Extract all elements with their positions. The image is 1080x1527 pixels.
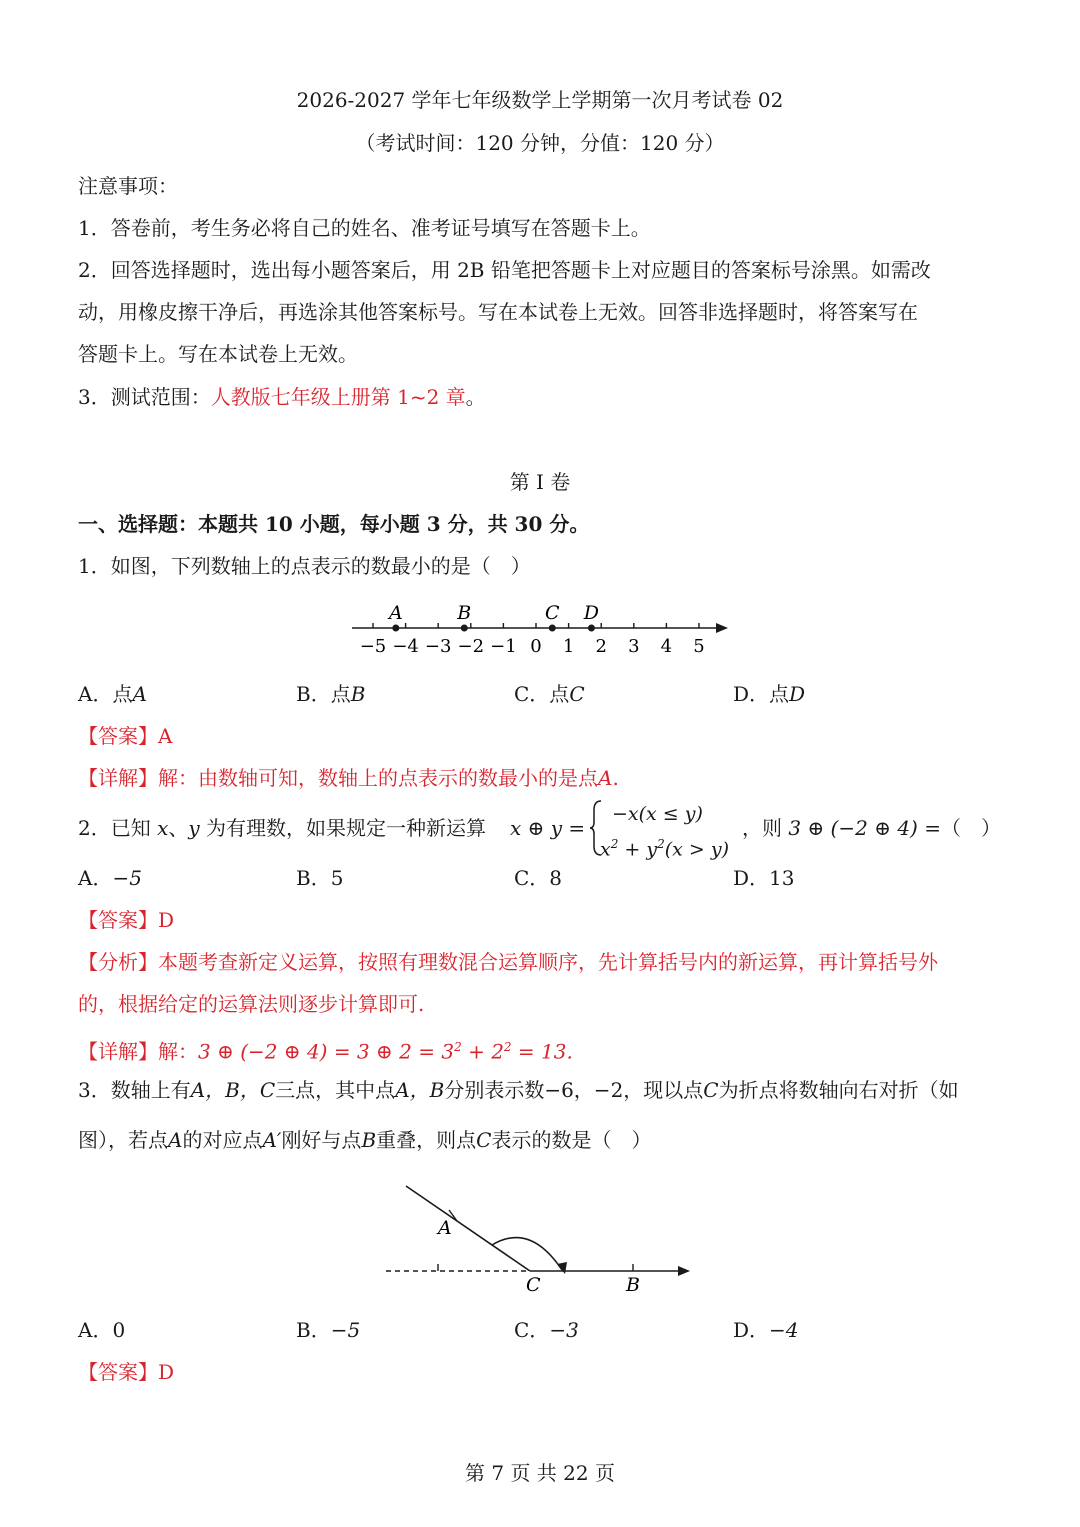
number-line-point-d	[588, 625, 595, 632]
q2-option-a-value: −5	[112, 866, 142, 890]
number-line-tick-label: −3	[424, 636, 452, 657]
q2-option-d[interactable]: D．13	[733, 866, 795, 890]
q3-points-abc: A，B，C	[190, 1078, 276, 1102]
exam-title: 2026-2027 学年七年级数学上学期第一次月考试卷 02	[296, 88, 784, 112]
q3-text-8: 刚好与点	[281, 1128, 362, 1152]
q2-detail-tag: 【详解】	[78, 1039, 158, 1064]
q2-paren: （ ）	[940, 816, 1001, 840]
number-line-point-label-d: D	[583, 602, 600, 624]
q3-text-2: 三点，其中点	[275, 1078, 396, 1102]
q2-answer-value: D	[158, 908, 175, 932]
fig-label-b: B	[626, 1274, 640, 1296]
q3-option-c[interactable]	[514, 1316, 579, 1344]
fig-label-c: C	[526, 1274, 541, 1296]
q3-text-5: 为折点将数轴向右对折（如	[718, 1078, 959, 1102]
q2-stem-tail	[742, 814, 1001, 842]
q2-analysis-line-2: 的，根据给定的运算法则逐步计算即可.	[78, 992, 425, 1016]
q3-answer	[78, 1358, 174, 1386]
q1-option-a-text: A．点	[78, 682, 133, 706]
q3-text-3: 分别表示数	[444, 1078, 545, 1102]
q1-number-line	[340, 598, 740, 660]
q2-detail	[78, 1033, 573, 1066]
number-line-tick-label: 5	[693, 636, 705, 657]
q2-case-1: −x(x ≤ y)	[612, 803, 703, 825]
q3-option-c-text: C．	[514, 1318, 550, 1342]
q1-option-b[interactable]	[296, 680, 365, 708]
q3-point-a-prime: A′	[262, 1128, 282, 1152]
q3-points-ab: A，B	[395, 1078, 445, 1102]
q1-stem: 1．如图，下列数轴上的点表示的数最小的是（ ）	[78, 554, 531, 578]
q2-var-y: y	[188, 816, 200, 840]
q3-text-10: 表示的数是（ ）	[491, 1128, 652, 1152]
fold-arc	[492, 1238, 562, 1270]
q2-operator-lhs: x ⊕ y =	[510, 816, 586, 840]
number-line-point-label-c: C	[545, 602, 560, 624]
number-line-tick-label: 0	[530, 636, 542, 657]
q3-option-b[interactable]	[296, 1316, 360, 1344]
fig-label-a: A	[438, 1217, 452, 1239]
q2-option-a-text: A．	[78, 866, 113, 890]
q1-detail	[78, 764, 619, 792]
q3-option-b-value: −5	[330, 1318, 361, 1342]
q1-detail-tag: 【详解】	[78, 766, 158, 790]
note-item-2-line-2: 动，用橡皮擦干净后，再选涂其他答案标号。写在本试卷上无效。回答非选择题时，将答案写在	[78, 300, 918, 324]
q3-option-d-value: −4	[769, 1318, 799, 1342]
q3-text-1: 3．数轴上有	[78, 1078, 191, 1102]
q3-answer-tag: 【答案】	[78, 1360, 158, 1384]
q2-detail-expression: 3 ⊕ (−2 ⊕ 4) = 3 ⊕ 2 = 3	[198, 1039, 455, 1064]
q2-case-2-mid: + y	[618, 838, 658, 861]
q2-answer	[78, 906, 174, 934]
number-line-tick-label: −2	[457, 636, 485, 657]
q2-case-2-base: x	[600, 838, 611, 861]
q2-case-2-end: (x > y)	[664, 838, 730, 861]
q1-answer	[78, 722, 172, 750]
q2-stem	[78, 814, 486, 842]
number-line-tick-label: 1	[562, 636, 575, 657]
q2-case-2-sup2: 2	[657, 837, 665, 851]
q1-detail-end: .	[612, 766, 619, 790]
q2-analysis-tag: 【分析】	[78, 950, 158, 974]
q1-answer-tag: 【答案】	[78, 724, 158, 748]
page-footer: 第 7 页 共 22 页	[465, 1461, 615, 1485]
volume-heading: 第 I 卷	[509, 470, 571, 494]
q3-text-6: 图），若点	[78, 1128, 168, 1152]
folded-axis-segment	[406, 1186, 530, 1271]
q3-point-c: C	[703, 1078, 719, 1102]
note-item-3-prefix: 3．测试范围：	[78, 385, 211, 409]
q3-stem-line-2	[78, 1126, 651, 1154]
q2-case-2-sup: 2	[610, 837, 619, 851]
note-item-1: 1．答卷前，考生务必将自己的姓名、准考证号填写在答题卡上。	[78, 216, 651, 240]
q1-detail-text: 解：由数轴可知，数轴上的点表示的数最小的是点	[158, 766, 598, 790]
exam-subtitle: （考试时间：120 分钟，分值：120 分）	[355, 131, 725, 155]
number-line-point-b	[461, 625, 468, 632]
number-line-point-label-b: B	[457, 602, 472, 624]
q2-answer-tag: 【答案】	[78, 908, 158, 932]
q1-detail-var: A	[598, 766, 613, 790]
q2-detail-plus: + 2	[461, 1039, 504, 1064]
q2-detail-prefix: 解：	[158, 1039, 198, 1064]
q2-detail-sup-2: 2	[503, 1040, 512, 1054]
q1-option-a[interactable]	[78, 680, 147, 708]
q1-option-c[interactable]	[514, 680, 585, 708]
q3-option-d[interactable]	[733, 1316, 799, 1344]
number-line-tick-label: 2	[595, 636, 607, 657]
section-heading: 一、选择题：本题共 10 小题，每小题 3 分，共 30 分。	[78, 512, 590, 536]
number-line-point-c	[549, 625, 556, 632]
q2-option-c[interactable]: C．8	[514, 866, 563, 890]
q2-option-b[interactable]: B．5	[296, 866, 344, 890]
q1-option-c-var: C	[569, 682, 585, 706]
q1-option-a-var: A	[132, 682, 147, 706]
q3-option-b-text: B．	[296, 1318, 331, 1342]
q2-case-2	[600, 830, 729, 863]
q2-var-x: x	[157, 816, 169, 840]
q2-option-a[interactable]	[78, 864, 142, 892]
number-line-arrow	[716, 623, 728, 633]
q1-option-c-text: C．点	[514, 682, 570, 706]
fold-arc-arrowhead	[557, 1262, 567, 1274]
q3-text-9: 重叠，则点	[376, 1128, 477, 1152]
number-line-tick-label: −4	[392, 636, 419, 657]
q2-stem-prefix: 2．已知	[78, 816, 158, 840]
q3-text-4: ，现以点	[623, 1078, 704, 1102]
number-line-tick-label: 3	[628, 636, 640, 657]
number-line-tick-label: 4	[660, 636, 673, 657]
number-line-tick-label: −1	[490, 636, 517, 657]
q3-option-c-value: −3	[549, 1318, 579, 1342]
q3-fold-figure	[380, 1180, 700, 1300]
q3-option-a[interactable]: A．0	[78, 1318, 126, 1342]
number-line-point-label-a: A	[388, 602, 403, 624]
q3-point-c-2: C	[476, 1128, 492, 1152]
q2-expression: 3 ⊕ (−2 ⊕ 4) =	[788, 816, 941, 840]
number-line-point-a	[392, 625, 399, 632]
q2-stem-mid: 为有理数，如果规定一种新运算	[199, 816, 487, 840]
q3-point-b: B	[361, 1128, 377, 1152]
q1-answer-value: A	[158, 724, 173, 748]
note-item-2-line-1: 2．回答选择题时，选出每小题答案后，用 2B 铅笔把答题卡上对应题目的答案标号涂黑。如需改	[78, 258, 931, 282]
q3-text-7: 的对应点	[182, 1128, 263, 1152]
q2-stem-suffix: ，则	[742, 816, 789, 840]
q2-detail-end: = 13.	[511, 1039, 573, 1064]
q1-option-d-var: D	[789, 682, 806, 706]
q3-point-a: A	[168, 1128, 183, 1152]
note-item-3	[78, 383, 486, 411]
q3-option-d-text: D．	[733, 1318, 770, 1342]
q3-numbers: −6，−2	[544, 1078, 624, 1102]
note-item-3-suffix: 。	[465, 385, 486, 409]
q1-option-b-text: B．点	[296, 682, 351, 706]
q2-analysis-line-1	[78, 948, 938, 976]
q3-stem-line-1	[78, 1076, 959, 1104]
q1-option-d-text: D．点	[733, 682, 790, 706]
axis-arrow	[678, 1266, 690, 1276]
note-item-2-line-3: 答题卡上。写在本试卷上无效。	[78, 342, 358, 366]
number-line-tick-label: −5	[359, 636, 387, 657]
q3-answer-value: D	[158, 1360, 175, 1384]
q2-sep: 、	[168, 816, 189, 840]
q1-option-b-var: B	[350, 682, 366, 706]
q2-analysis-text: 本题考查新定义运算，按照有理数混合运算顺序，先计算括号内的新运算，再计算括号外	[158, 950, 938, 974]
q2-detail-sup-1: 2	[454, 1040, 462, 1054]
notes-heading: 注意事项：	[78, 174, 178, 198]
q1-option-d[interactable]	[733, 680, 805, 708]
test-scope: 人教版七年级上册第 1~2 章	[210, 385, 466, 409]
